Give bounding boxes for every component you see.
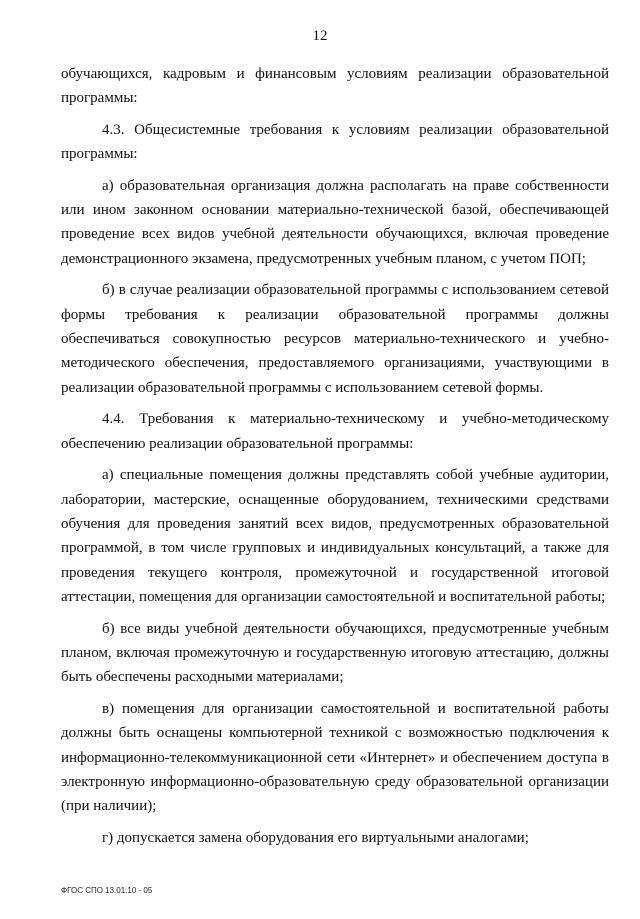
paragraph-continuation: обучающихся, кадровым и финансовым условиям реализации образовательной программы: (61, 66, 609, 107)
paragraph-4-3-b: б) в случае реализации образовательной программы с использованием сетевой формы требования к реализации образовательной программы должны обеспечиваться совокупностью ресурсов материально-технического и учебно-методического обеспечения, предоставляемого организациями, участвующими в реализации образовательной программы с использованием сетевой формы. (61, 282, 609, 396)
paragraph-4-4: 4.4. Требования к материально-техническому и учебно-методическому обеспечению реализации образовательной программы: (61, 411, 609, 452)
paragraph-4-4-g: г) допускается замена оборудования его виртуальными аналогами; (102, 829, 529, 846)
page-number: 12 (312, 28, 328, 44)
paragraph-4-4-v: в) помещения для организации самостоятельной и воспитательной работы должны быть оснащены компьютерной техникой с возможностью подключения к информационно-телекоммуникационной сети «Интернет» и обеспечением доступа в электронную информационно-образовательную среду образовательной организации (при наличии); (61, 700, 609, 815)
paragraph-4-3: 4.3. Общесистемные требования к условиям реализации образовательной программы: (61, 121, 609, 163)
document-body (61, 62, 609, 857)
footer-code: ФГОС СПО 13.01.10 - 05 (61, 886, 153, 895)
paragraph-4-4-a: а) специальные помещения должны представлять собой учебные аудитории, лаборатории, мастерские, оснащенные оборудованием, техническими средствами обучения для проведения занятий всех видов, предусмотренных образовательной программой, в том числе групповых и индивидуальных консультаций, а также для проведения текущего контроля, промежуточной и государственной итоговой аттестации, помещения для организации самостоятельной и воспитательной работы; (61, 467, 609, 606)
paragraph-4-4-b: б) все виды учебной деятельности обучающихся, предусмотренные учебным планом, включая промежуточную и государственную итоговую аттестацию, должны быть обеспечены расходными материалами; (61, 620, 609, 686)
paragraph-4-3-a: а) образовательная организация должна располагать на праве собственности или ином законном основании материально-технической базой, обеспечивающей проведение всех видов учебной деятельности обучающихся, включая проведение демонстрационного экзамена, предусмотренных учебным планом, с учетом ПОП; (61, 177, 609, 267)
